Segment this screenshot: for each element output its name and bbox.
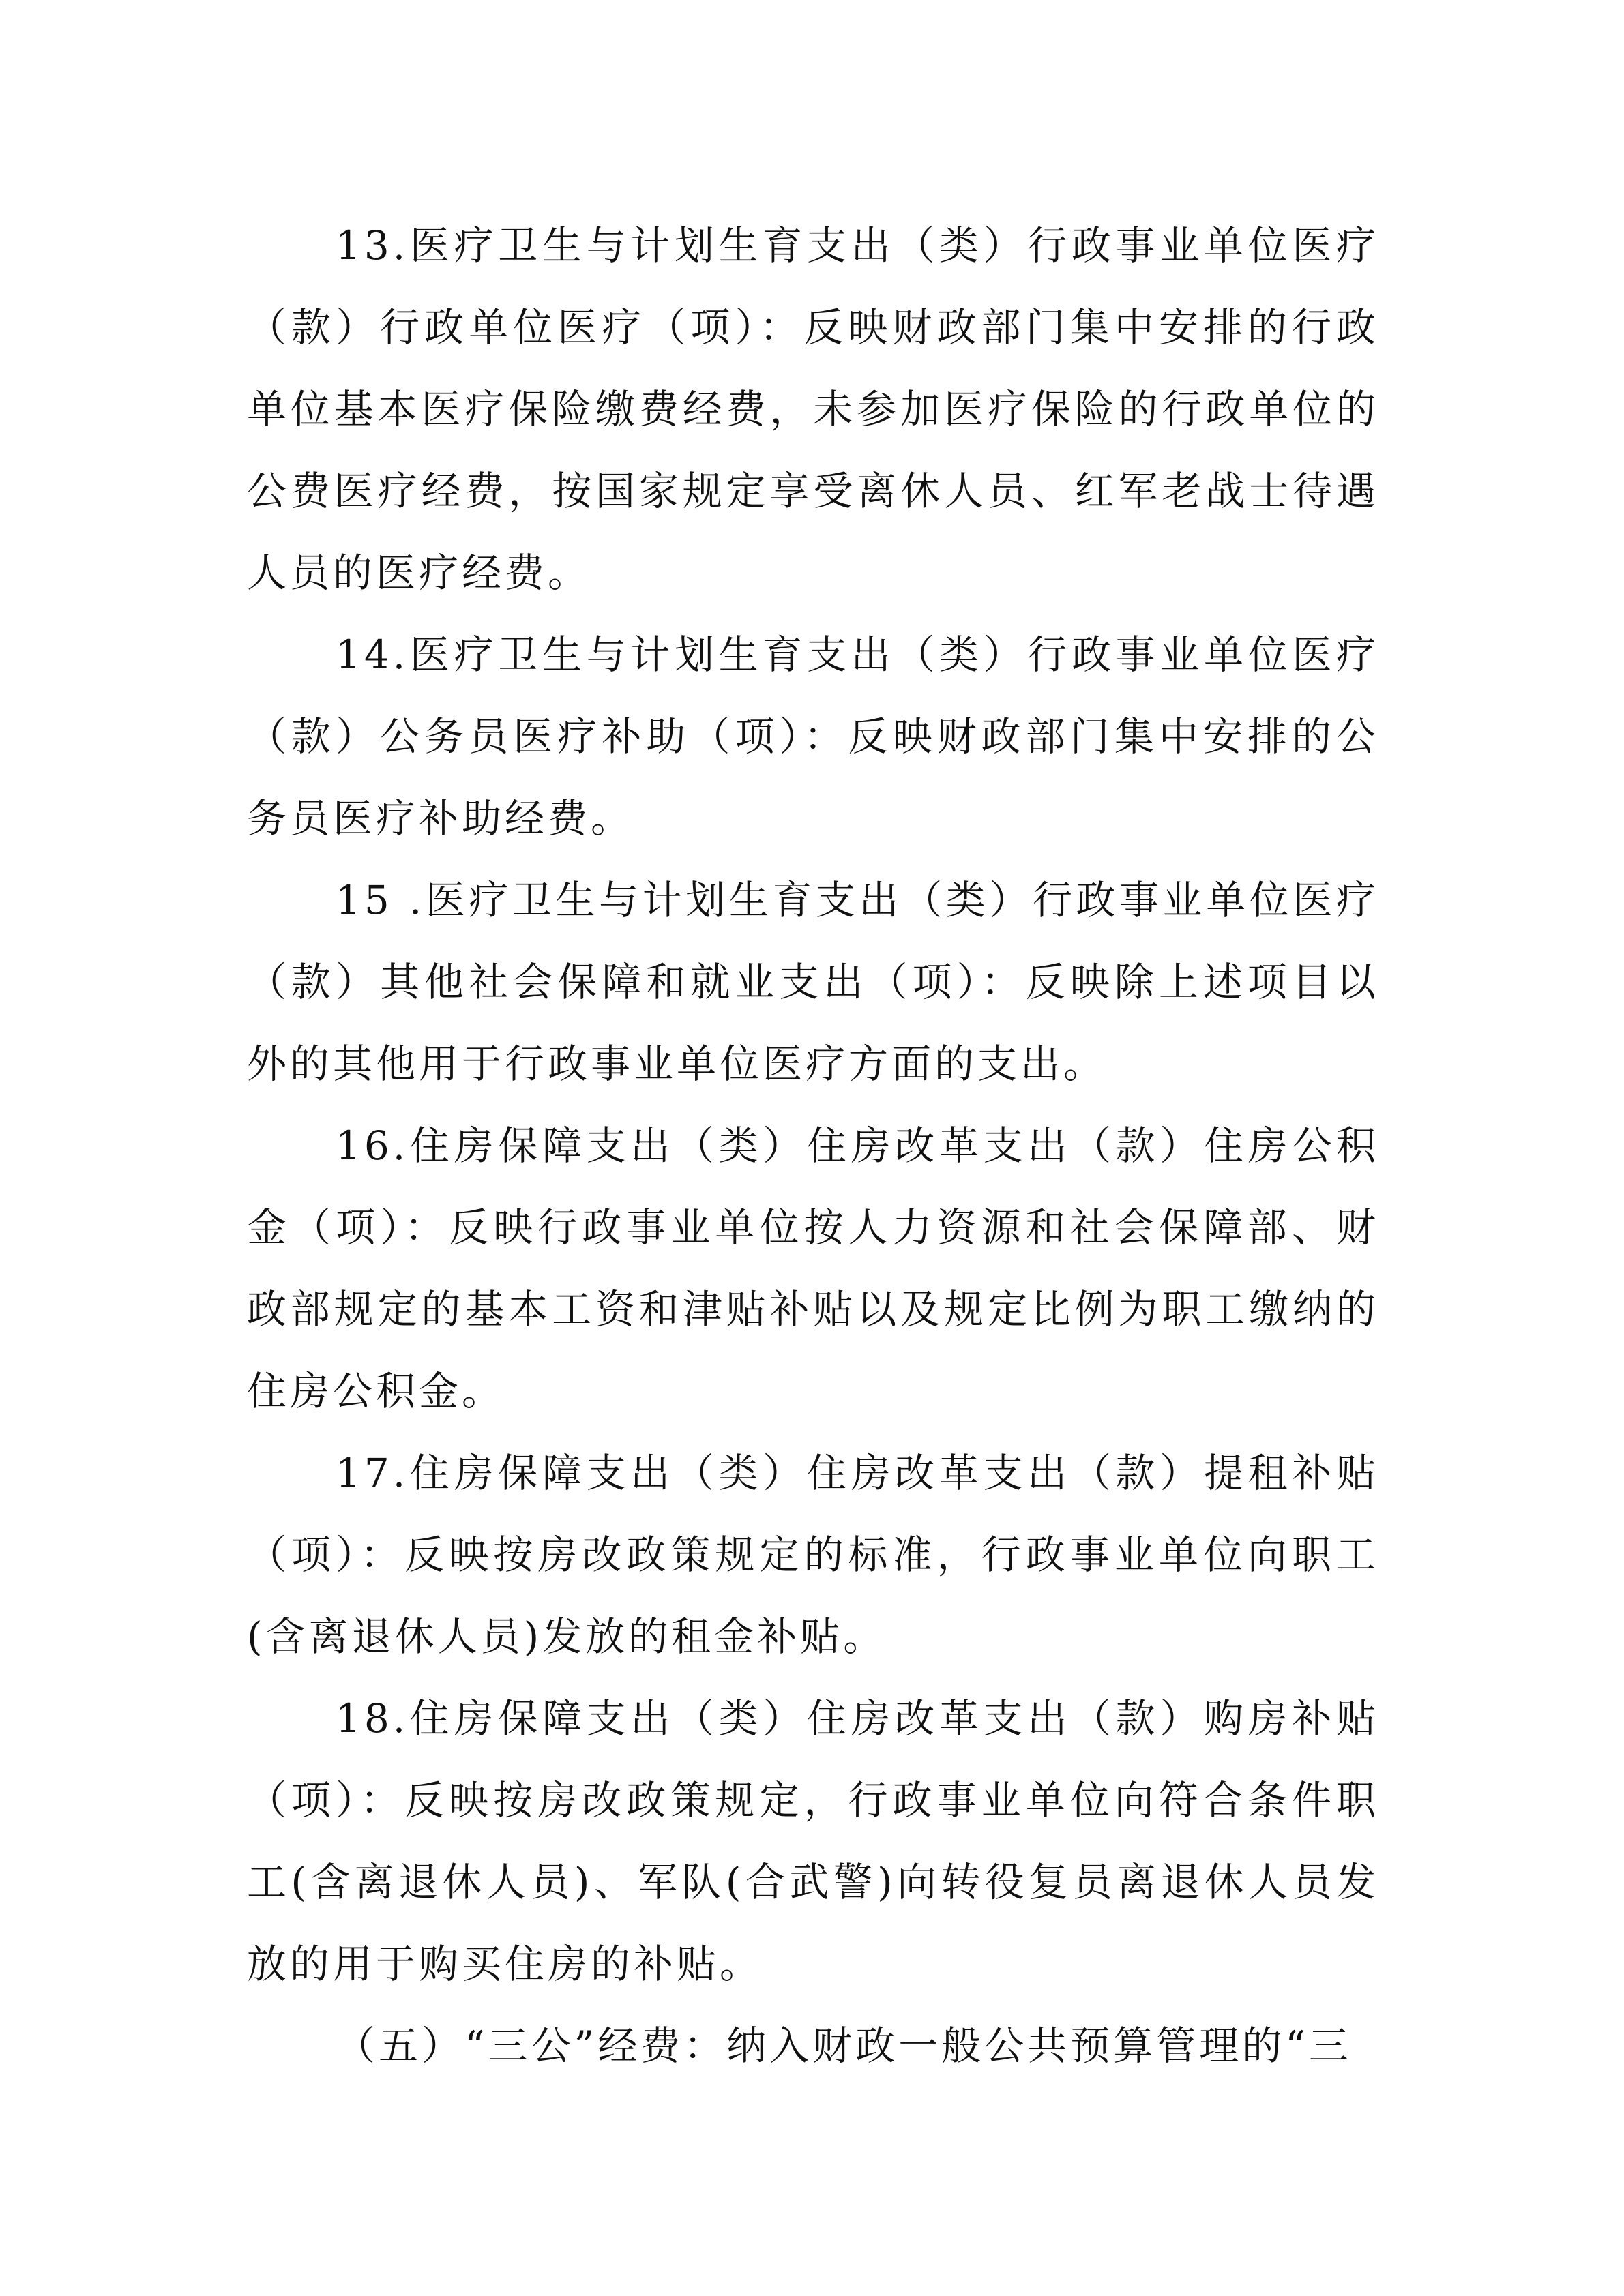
paragraph-17: 17.住房保障支出（类）住房改革支出（款）提租补贴（项）：反映按房改政策规定的标准，行政事业单位向职工(含离退休人员)发放的租金补贴。	[247, 1450, 1379, 1660]
paragraph-14: 14.医疗卫生与计划生育支出（类）行政事业单位医疗（款）公务员医疗补助（项）：反映财政部门集中安排的公务员医疗补助经费。	[247, 631, 1379, 841]
paragraph-15: 15 .医疗卫生与计划生育支出（类）行政事业单位医疗（款）其他社会保障和就业支出（项）：反映除上述项目以外的其他用于行政事业单位医疗方面的支出。	[247, 877, 1379, 1087]
paragraph-three-public-expenses: （五）“三公”经费：纳入财政一般公共预算管理的“三	[336, 2023, 1352, 2069]
paragraph-16: 16.住房保障支出（类）住房改革支出（款）住房公积金（项）：反映行政事业单位按人力资源和社会保障部、财政部规定的基本工资和津贴补贴以及规定比例为职工缴纳的住房公积金。	[247, 1122, 1379, 1414]
body-text	[247, 205, 1379, 2087]
paragraph-13: 13.医疗卫生与计划生育支出（类）行政事业单位医疗（款）行政单位医疗（项）：反映财政部门集中安排的行政单位基本医疗保险缴费经费，未参加医疗保险的行政单位的公费医疗经费，按国家规定享受离休人员、红军老战士待遇人员的医疗经费。	[247, 222, 1379, 596]
paragraph-18: 18.住房保障支出（类）住房改革支出（款）购房补贴（项）：反映按房改政策规定，行政事业单位向符合条件职工(含离退休人员)、军队(合武警)向转役复员离退休人员发放的用于购买住房的补贴。	[247, 1695, 1379, 1987]
